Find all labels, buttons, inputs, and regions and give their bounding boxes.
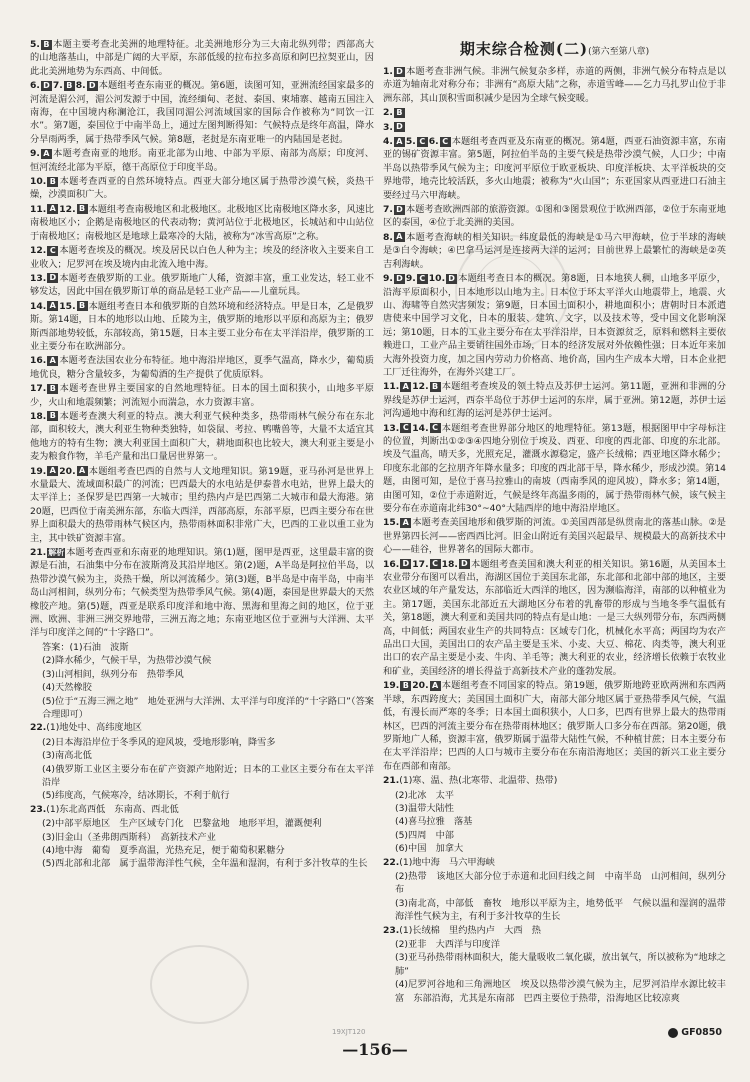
- answer-text: (2)北冰 太平: [395, 789, 454, 801]
- answer-text: (3)亚马孙热带雨林面积大，能大量吸收二氧化碳，放出氧气，所以被称为“地球之肺”: [395, 952, 726, 977]
- answer-choice-box: A: [430, 681, 441, 691]
- answer-choice-box: B: [394, 108, 405, 118]
- answer-item: [395, 938, 726, 951]
- answer-text: (3)温带大陆性: [395, 802, 454, 814]
- answer-choice-box: A: [47, 466, 58, 476]
- question-number: 21.: [30, 547, 47, 559]
- answer-item: [42, 654, 374, 667]
- answer-text: (4)地中海 葡萄 夏季高温，光热充足，便于葡萄积累糖分: [42, 844, 285, 856]
- question-number: 17.: [30, 383, 47, 395]
- answer-text: 本题考查俄罗斯的工业。俄罗斯地广人稀，资源丰富，重工业发达，轻工业不够发达，因此中国在俄罗斯订单的商品是轻工业产品——儿童玩具。: [30, 272, 374, 298]
- answer-text: 本题考查南亚的地形。南亚北部为山地、中部为平原、南部为高原；印度河、恒河流经北部为平原，德干高原位于印度半岛。: [30, 148, 374, 173]
- footer-code-text: GF0850: [681, 1027, 722, 1038]
- question-number: 12.: [412, 381, 429, 393]
- question-number: 12.: [59, 203, 76, 215]
- answer-text: 本题组考查巴西的自然与人文地理知识。第19题，亚马孙河是世界上水量最大、流域面积最广的河流；巴西最大的水电站是伊泰普水电站，世界上最大的太平洋上；圣保罗是巴西第一大城市；里约热内卢是巴西第二大城市和最大海港。第20题，巴西位于南美洲东部，东临大西洋，西部高原，东部平原，巴西主要分布在世界上面积最大的热带雨林气候区内，热带雨林面积非常广大，巴西的工业以重工业为主，其中铁矿资源丰富。: [30, 465, 374, 544]
- question-number: 11.: [383, 381, 400, 393]
- answer-item: [30, 147, 374, 174]
- answer-item: [42, 789, 374, 802]
- answer-item: [395, 789, 726, 802]
- answer-item: [42, 831, 374, 844]
- answer-text: (1)地中海 马六甲海峡: [399, 856, 495, 868]
- answer-text: (4)俄罗斯工业区主要分布在矿产资源产地附近；日本的工业区主要分布在太平洋沿岸: [42, 763, 374, 788]
- answer-text: (4)天然橡胶: [42, 682, 92, 694]
- answer-choice-box: A: [394, 232, 405, 242]
- answer-item: [395, 802, 726, 815]
- question-number: 17.: [412, 558, 429, 570]
- answer-text: (1)东北高西低 东南高、西北低: [46, 803, 179, 815]
- answer-item: [395, 842, 726, 855]
- answer-text: 本题考查美国地形和俄罗斯的河流。①美国西部是纵贯南北的落基山脉。②是世界第四长河——密西西比河。旧金山附近有美国兴起最早、规模最大的高新技术中心——硅谷，世界著名的国际大都市。: [383, 517, 726, 556]
- answer-item: [383, 380, 726, 420]
- answer-choice-box: B: [430, 382, 441, 392]
- answer-choice-box: D: [47, 273, 58, 283]
- section-title-text: 期末综合检测(二): [459, 40, 589, 58]
- question-number: 8.: [75, 80, 86, 92]
- answer-item: [42, 695, 374, 722]
- question-number: 12.: [30, 245, 47, 257]
- left-column: [30, 38, 374, 871]
- answer-item: [30, 465, 374, 545]
- answer-choice-box: D: [459, 559, 470, 569]
- question-number: 5.: [405, 136, 416, 148]
- answer-item: [383, 924, 726, 937]
- question-number: 5.: [30, 39, 40, 50]
- answer-text: (1)地处中、高纬度地区: [46, 722, 142, 734]
- answer-item: [30, 721, 374, 734]
- question-number: 6.: [30, 80, 40, 92]
- right-column: [383, 38, 726, 1005]
- answer-choice-box: A: [77, 466, 88, 476]
- right-column-items: [383, 65, 726, 1005]
- question-number: 2.: [383, 107, 393, 119]
- answer-text: 本题组考查南极地区和北极地区。北极地区比南极地区降水多，风速比南极地区小；企鹅是南极地区的代表动物；黄河站位于北极地区，长城站和中山站位于南极地区；南极地区是地球上最寒冷的大陆，被称为“冰雪高原”之称。: [30, 203, 374, 242]
- answer-item: [30, 175, 374, 202]
- question-number: 18.: [30, 410, 47, 422]
- answer-choice-box: A: [47, 301, 58, 311]
- answer-text: 本题考查埃及的概况。埃及居民以白色人种为主；埃及的经济收入主要来自工业收入；尼罗河在埃及境内由北流入地中海。: [30, 245, 374, 270]
- question-number: 4.: [383, 136, 393, 148]
- answer-text: (2)降水稀少，气候干旱，为热带沙漠气候: [42, 655, 212, 667]
- answer-choice-box: D: [394, 122, 405, 132]
- answer-text: (4)尼罗河谷地和三角洲地区 埃及以热带沙漠气候为主，尼罗河沿岸水源比较丰富 东部沿海，尤其是东南部 巴西主要位于热带，沿海地区比较凉爽: [395, 979, 726, 1004]
- answer-text: 本题主要考查北美洲的地理特征。北美洲地形分为三大南北纵列带；西部高大的山地落基山，中部是广阔的大平原，东部低缓的拉布拉多高原和阿巴拉契亚山，因此北美洲地势为东西高、中间低。: [30, 39, 374, 77]
- answer-item: [42, 749, 374, 762]
- answer-text: 本题考查法国农业分布特征。地中海沿岸地区，夏季气温高，降水少，葡萄质地优良，糖分含量较多，为葡萄酒的生产提供了优质原料。: [30, 355, 374, 380]
- question-number: 14.: [412, 422, 429, 434]
- answer-item: [383, 272, 726, 379]
- answer-text: 本题组考查埃及的领土特点及苏伊士运河。第11题，亚洲和非洲的分界线是苏伊士运河，西奈半岛位于苏伊士运河的东岸，属于亚洲。第12题，苏伊士运河沟通地中海和红海的运河是苏伊士运河。: [383, 381, 726, 420]
- answer-text: 本题考查世界主要国家的自然地理特征。日本的国土面积狭小，山地多平原少，火山和地震频繁；河流短小而湍急，水力资源丰富。: [30, 383, 374, 408]
- answer-choice-box: D: [394, 67, 405, 77]
- answer-item: [383, 422, 726, 516]
- answer-choice-box: D: [394, 205, 405, 215]
- answer-text: (4)喜马拉雅 落基: [395, 816, 473, 828]
- answer-item: [42, 641, 374, 654]
- answer-item: [30, 300, 374, 354]
- answer-item: [395, 897, 726, 924]
- answer-choice-box: A: [400, 382, 411, 392]
- question-number: 13.: [30, 272, 47, 284]
- answer-item: [30, 410, 374, 464]
- question-number: 10.: [428, 273, 446, 285]
- answer-choice-box: C: [47, 246, 58, 256]
- answer-text: (2)中部平原地区 生产区域专门化 巴黎盆地 地形平坦，灌溉便利: [42, 818, 322, 830]
- question-number: 22.: [30, 722, 47, 734]
- question-number: 16.: [383, 558, 400, 570]
- answer-choice-box: B: [47, 411, 58, 421]
- question-number: 7.: [52, 80, 63, 92]
- question-number: 3.: [383, 121, 393, 133]
- answer-choice-box: D: [394, 274, 405, 284]
- answer-item: [383, 121, 726, 134]
- answer-choice-box: A: [47, 204, 58, 214]
- answer-choice-box: B: [77, 301, 88, 311]
- answer-item: [383, 516, 726, 556]
- section-title: [383, 38, 726, 63]
- question-number: 1.: [383, 66, 393, 77]
- question-number: 13.: [383, 422, 400, 434]
- answer-choice-box: C: [430, 423, 441, 433]
- answer-choice-box: B: [47, 384, 58, 394]
- answer-choice-box: A: [47, 356, 58, 366]
- answer-choice-box: C: [400, 423, 411, 433]
- answer-text: 本题组考查日本和俄罗斯的自然环境和经济特点。甲是日本，乙是俄罗斯。第14题，日本的地形以山地、丘陵为主，俄罗斯的地形以平原和高原为主；俄罗斯西部地势较低，东部较高，第15题，日本主要工业分布在太平洋沿岸，俄罗斯的工业主要分布在欧洲部分。: [30, 300, 374, 352]
- answer-choice-box: 解析: [48, 547, 65, 557]
- answer-choice-box: C: [430, 559, 441, 569]
- question-number: 9.: [405, 273, 416, 285]
- bullet-icon: [668, 1028, 678, 1038]
- answer-choice-box: D: [400, 559, 411, 569]
- answer-choice-box: B: [77, 204, 88, 214]
- question-number: 22.: [383, 856, 400, 868]
- answer-text: (3)旧金山（圣弗朗西斯科） 高新技术产业: [42, 831, 216, 843]
- print-code: 19XJT120: [332, 1028, 366, 1036]
- answer-text: 答案：(1)石油 波斯: [42, 641, 129, 653]
- answer-choice-box: A: [394, 137, 405, 147]
- answer-text: 本题组考查东南亚的概况。第6题，读图可知，亚洲流经国家最多的河流是湄公河，湄公河发源于中国，流经缅甸、老挝、泰国、柬埔寨、越南五国注入南海，在中国境内称澜沧江，我国同湄公河流域国家的国际合作被称为“同饮一江水”。第7题，泰国位于中南半岛上，通过左图判断得知：气候特点是终年高温，降水分旱雨两季，属于热带季风气候。第8题，老挝是东南亚唯一的内陆国是老挝。: [30, 80, 374, 145]
- answer-text: 本题组考查美国和澳大利亚的相关知识。第16题，从美国本土农业带分布图可以看出，海湖区国位于美国东北部，东北部和北部中部的地区，主要农业区域的年产量发达，东部临近大西洋的地区，因为濒临海洋，南部的以种植业为主。第17题，美国东北部近五大湖地区分布着的乳畜带的形成与当地冬季气温低有关，第18题，澳大利亚和美国共同的特点有是山地：一是三大纵列带分布，东西两侧高，中间低；两国农业生产的共同特点：区域专门化，机械化水平高；两国均为农产品出口大国，美国出口的农产品主要是玉米、小麦、大豆、棉花、肉类等，澳大利亚出口的农产品主要是小麦、牛肉、羊毛等；澳大利亚的农业，经济增长依赖于农牧业和矿业，美国经济的增长得益于高新技术产业的蓬勃发展。: [383, 558, 726, 677]
- answer-item: [42, 763, 374, 790]
- answer-choice-box: B: [64, 81, 75, 91]
- answer-text: (6)中国 加拿大: [395, 843, 464, 855]
- question-number: 14.: [30, 300, 47, 312]
- answer-item: [383, 774, 726, 787]
- page-number: —156—: [342, 1040, 408, 1059]
- answer-choice-box: C: [417, 274, 428, 284]
- answer-item: [30, 244, 374, 271]
- question-number: 23.: [383, 924, 400, 936]
- answer-text: (5)西北部和北部 属于温带海洋性气候，全年温和湿润，有利于多汁牧草的生长: [42, 858, 368, 870]
- answer-text: 本题组考查日本的概况。第8题，日本地狭人稠，山地多平原少，沿海平原面积小，日本地形以山地为主。日本位于环太平洋火山地震带上，地震、火山、海啸等自然灾害频发；第9题，日本国土面积小，耕地面积小；唐朝时日本派遣唐使来中国学习文化，日本的服装、建筑、文字，以及技术等，受中国文化影响深远；第10题，日本的工业主要分布在太平洋沿岸，日本资源贫乏，原料和燃料主要依赖进口，工业产品主要销往国外市场，日本的经济发展对外依赖性强；日本近年来加大海外投资力度，加之国内劳动力价格高、地价高，国内生产成本大增，日本企业把工厂迁往海外，在海外兴建工厂。: [383, 273, 726, 378]
- answer-choice-box: A: [400, 518, 411, 528]
- answer-item: [42, 668, 374, 681]
- question-number: 23.: [30, 803, 47, 815]
- answer-item: [395, 951, 726, 978]
- answer-item: [30, 38, 374, 78]
- answer-item: [395, 815, 726, 828]
- answer-item: [383, 679, 726, 773]
- question-number: 9.: [383, 273, 393, 285]
- answer-choice-box: C: [417, 137, 428, 147]
- answer-item: [383, 231, 726, 271]
- answer-item: [42, 857, 374, 870]
- answer-item: [383, 856, 726, 869]
- answer-choice-box: B: [47, 177, 58, 187]
- answer-text: (5)四周 中部: [395, 829, 454, 841]
- answer-text: (2)亚非 大西洋与印度洋: [395, 939, 500, 950]
- answer-text: 本题考查海峡的相关知识。纬度最低的海峡是①马六甲海峡，位于半球的海峡是③白令海峡；④巴拿马运河是连接两大洋的运河；目前世界上最繁忙的海峡是②英吉利海峡。: [383, 231, 726, 270]
- answer-item: [395, 978, 726, 1005]
- question-number: 19.: [383, 680, 400, 692]
- answer-text: 本题组考查不同国家的特点。第19题，俄罗斯地跨亚欧两洲和东西两半球，东西跨度大；美国国土面积广大，南部大部分地区属于亚热带季风气候，气温低，有漫长而严寒的冬季；日本国土面积狭小，人口多，巴西有世界上最大的热带雨林区，巴西的河流主要分布在热带雨林地区；俄罗斯人口多分布在西部。第20题，俄罗斯地广人稀，资源丰富，俄罗斯属于温带大陆性气候，不种植甘蔗；日本主要分布在太平洋沿岸；巴西的人口与城市主要分布在东南沿海地区；美国的新兴工业主要分布在西部和南部。: [383, 680, 726, 772]
- answer-item: [30, 354, 374, 381]
- answer-text: 本题考查西亚和东南亚的地理知识。第(1)题，图甲是西亚，这里最丰富的资源是石油，石油集中分布在波斯湾及其沿岸地区。第(2)题，A半岛是阿拉伯半岛，以热带沙漠气候为主，炎热干燥，所以河流稀少。第(3)题，B半岛是中南半岛，中南半岛山河相间，纵列分布；气候类型为热带季风气候。第(4)题，泰国是世界最大的天然橡胶产地。第(5)题，西亚是联系印度洋和地中海、黑海和里海之间的地区，位于亚洲、欧洲、非洲三洲交界地带，三洲五海之地；东南亚地区位于亚洲与大洋洲、太平洋与印度洋之间的“十字路口”。: [30, 547, 374, 639]
- answer-text: 本题考查欧洲西部的旅游资源。①图和③图景观位于欧洲西部，②位于东南亚地区的泰国，④位于北美洲的美国。: [383, 204, 726, 229]
- answer-text: (3)南北高，中部低 畜牧 地形以平原为主，地势低平 气候以温和湿润的温带海洋性气候为主，有利于多汁牧草的生长: [395, 897, 726, 923]
- answer-item: [42, 817, 374, 830]
- answer-text: 本题组考查世界部分地区的地理特征。第13题，根据图甲中字母标注的位置，判断出①②③④四地分别位于埃及、西亚、印度的西北部、印度的东北部。埃及气温高，晴天多，光照充足，灌溉水源稳定，盛产长绒棉；西亚地区降水稀少；印度东北部的乞拉朋齐年降水量多；印度的西北部干旱，降水稀少，形成沙漠。第14题，由图可知，是位于喜马拉雅山的南坡（西南季风的迎风坡），降水多；第14题，由图可知，②位于赤道附近，气候是终年高温多雨的，属于热带雨林气候，该气候主要分布在赤道南北纬30°~40°大陆西岸的地中海沿岸地区。: [383, 422, 726, 514]
- answer-item: [383, 203, 726, 230]
- answer-choice-box: D: [87, 81, 98, 91]
- question-number: 11.: [30, 203, 47, 215]
- answer-choice-box: D: [446, 274, 457, 284]
- answer-item: [395, 870, 726, 897]
- question-number: 19.: [30, 465, 47, 477]
- answer-text: (5)位于“五海三洲之地” 地处亚洲与大洋洲、太平洋与印度洋的“十字路口”（答案合理即可）: [42, 695, 374, 720]
- answer-text: 本题组考查西亚及东南亚的概况。第4题，西亚石油资源丰富，东南亚的锡矿资源丰富。第5题，阿拉伯半岛的主要气候是热带沙漠气候，人口少；中南半岛以热带季风气候为主；印度河平原位于欧亚板块、印度洋板块、太平洋板块的交界地带，地壳比较活跃，多火山地震；被称为“火山国”；东亚国家从西亚进口石油主要经过马六甲海峡。: [383, 136, 726, 201]
- footer-code: [668, 1027, 722, 1038]
- answer-item: [383, 558, 726, 679]
- answer-item: [30, 546, 374, 640]
- answer-text: (1)寒、温、热(北寒带、北温带、热带): [399, 775, 558, 787]
- answer-item: [30, 79, 374, 146]
- question-number: 6.: [428, 136, 439, 148]
- answer-text: (3)南高北低: [42, 750, 92, 762]
- answer-choice-box: B: [400, 681, 411, 691]
- question-number: 20.: [412, 680, 429, 692]
- answer-text: (5)纬度高，气候寒冷，结冰期长，不利于航行: [42, 790, 230, 802]
- answer-choice-box: B: [41, 40, 52, 50]
- question-number: 15.: [59, 300, 76, 312]
- answer-item: [383, 135, 726, 202]
- answer-choice-box: A: [41, 149, 52, 159]
- question-number: 20.: [59, 465, 76, 477]
- answer-item: [30, 203, 374, 243]
- answer-text: 本题考查非洲气候。非洲气候复杂多样，赤道的两侧，非洲气候分布特点是以赤道为轴南北对称分布；非洲有“高原大陆”之称，赤道雪峰——乞力马扎罗山位于非洲东部，其山顶积雪面积减少是因为全球气候变暖。: [383, 66, 726, 104]
- answer-text: (1)长绒棉 里约热内卢 大西 热: [399, 924, 541, 936]
- answer-item: [42, 736, 374, 749]
- answer-item: [395, 829, 726, 842]
- question-number: 10.: [30, 176, 47, 188]
- answer-item: [383, 106, 726, 119]
- question-number: 18.: [441, 558, 458, 570]
- section-subtitle: (第六至第八章): [588, 47, 650, 57]
- question-number: 9.: [30, 148, 40, 160]
- answer-text: 本题考查西亚的自然环境特点。西亚大部分地区属于热带沙漠气候，炎热干燥，沙漠面积广大。: [30, 176, 374, 201]
- answer-choice-box: D: [41, 81, 52, 91]
- answer-choice-box: C: [440, 137, 451, 147]
- answer-item: [42, 844, 374, 857]
- answer-item: [30, 382, 374, 409]
- answer-item: [383, 65, 726, 105]
- answer-text: (2)日本海沿岸位于冬季风的迎风坡，受地形影响，降雪多: [42, 736, 276, 748]
- question-number: 7.: [383, 204, 393, 216]
- answer-text: (3)山河相间，纵列分布 热带季风: [42, 668, 184, 680]
- answer-text: 本题考查澳大利亚的特点。澳大利亚气候种类多，热带雨林气候分布在东北部，面积较大，澳大利亚生物种类独特，如袋鼠、考拉、鸭嘴兽等，大量不太适宜其他地方的特有生物；澳大利亚国土面积广大，耕地面积也比较大，澳大利亚主要是小麦为粮食作物，羊毛产量和出口量居世界第一。: [30, 410, 374, 463]
- question-number: 15.: [383, 517, 400, 529]
- answer-item: [30, 803, 374, 816]
- answer-item: [42, 681, 374, 694]
- watermark-stamp-faint: [150, 945, 249, 1024]
- question-number: 21.: [383, 775, 400, 787]
- answer-item: [30, 272, 374, 299]
- question-number: 8.: [383, 231, 393, 243]
- answer-text: (2)热带 该地区大部分位于赤道和北回归线之间 中南半岛 山河相间，纵列分布: [395, 870, 726, 896]
- question-number: 16.: [30, 355, 47, 367]
